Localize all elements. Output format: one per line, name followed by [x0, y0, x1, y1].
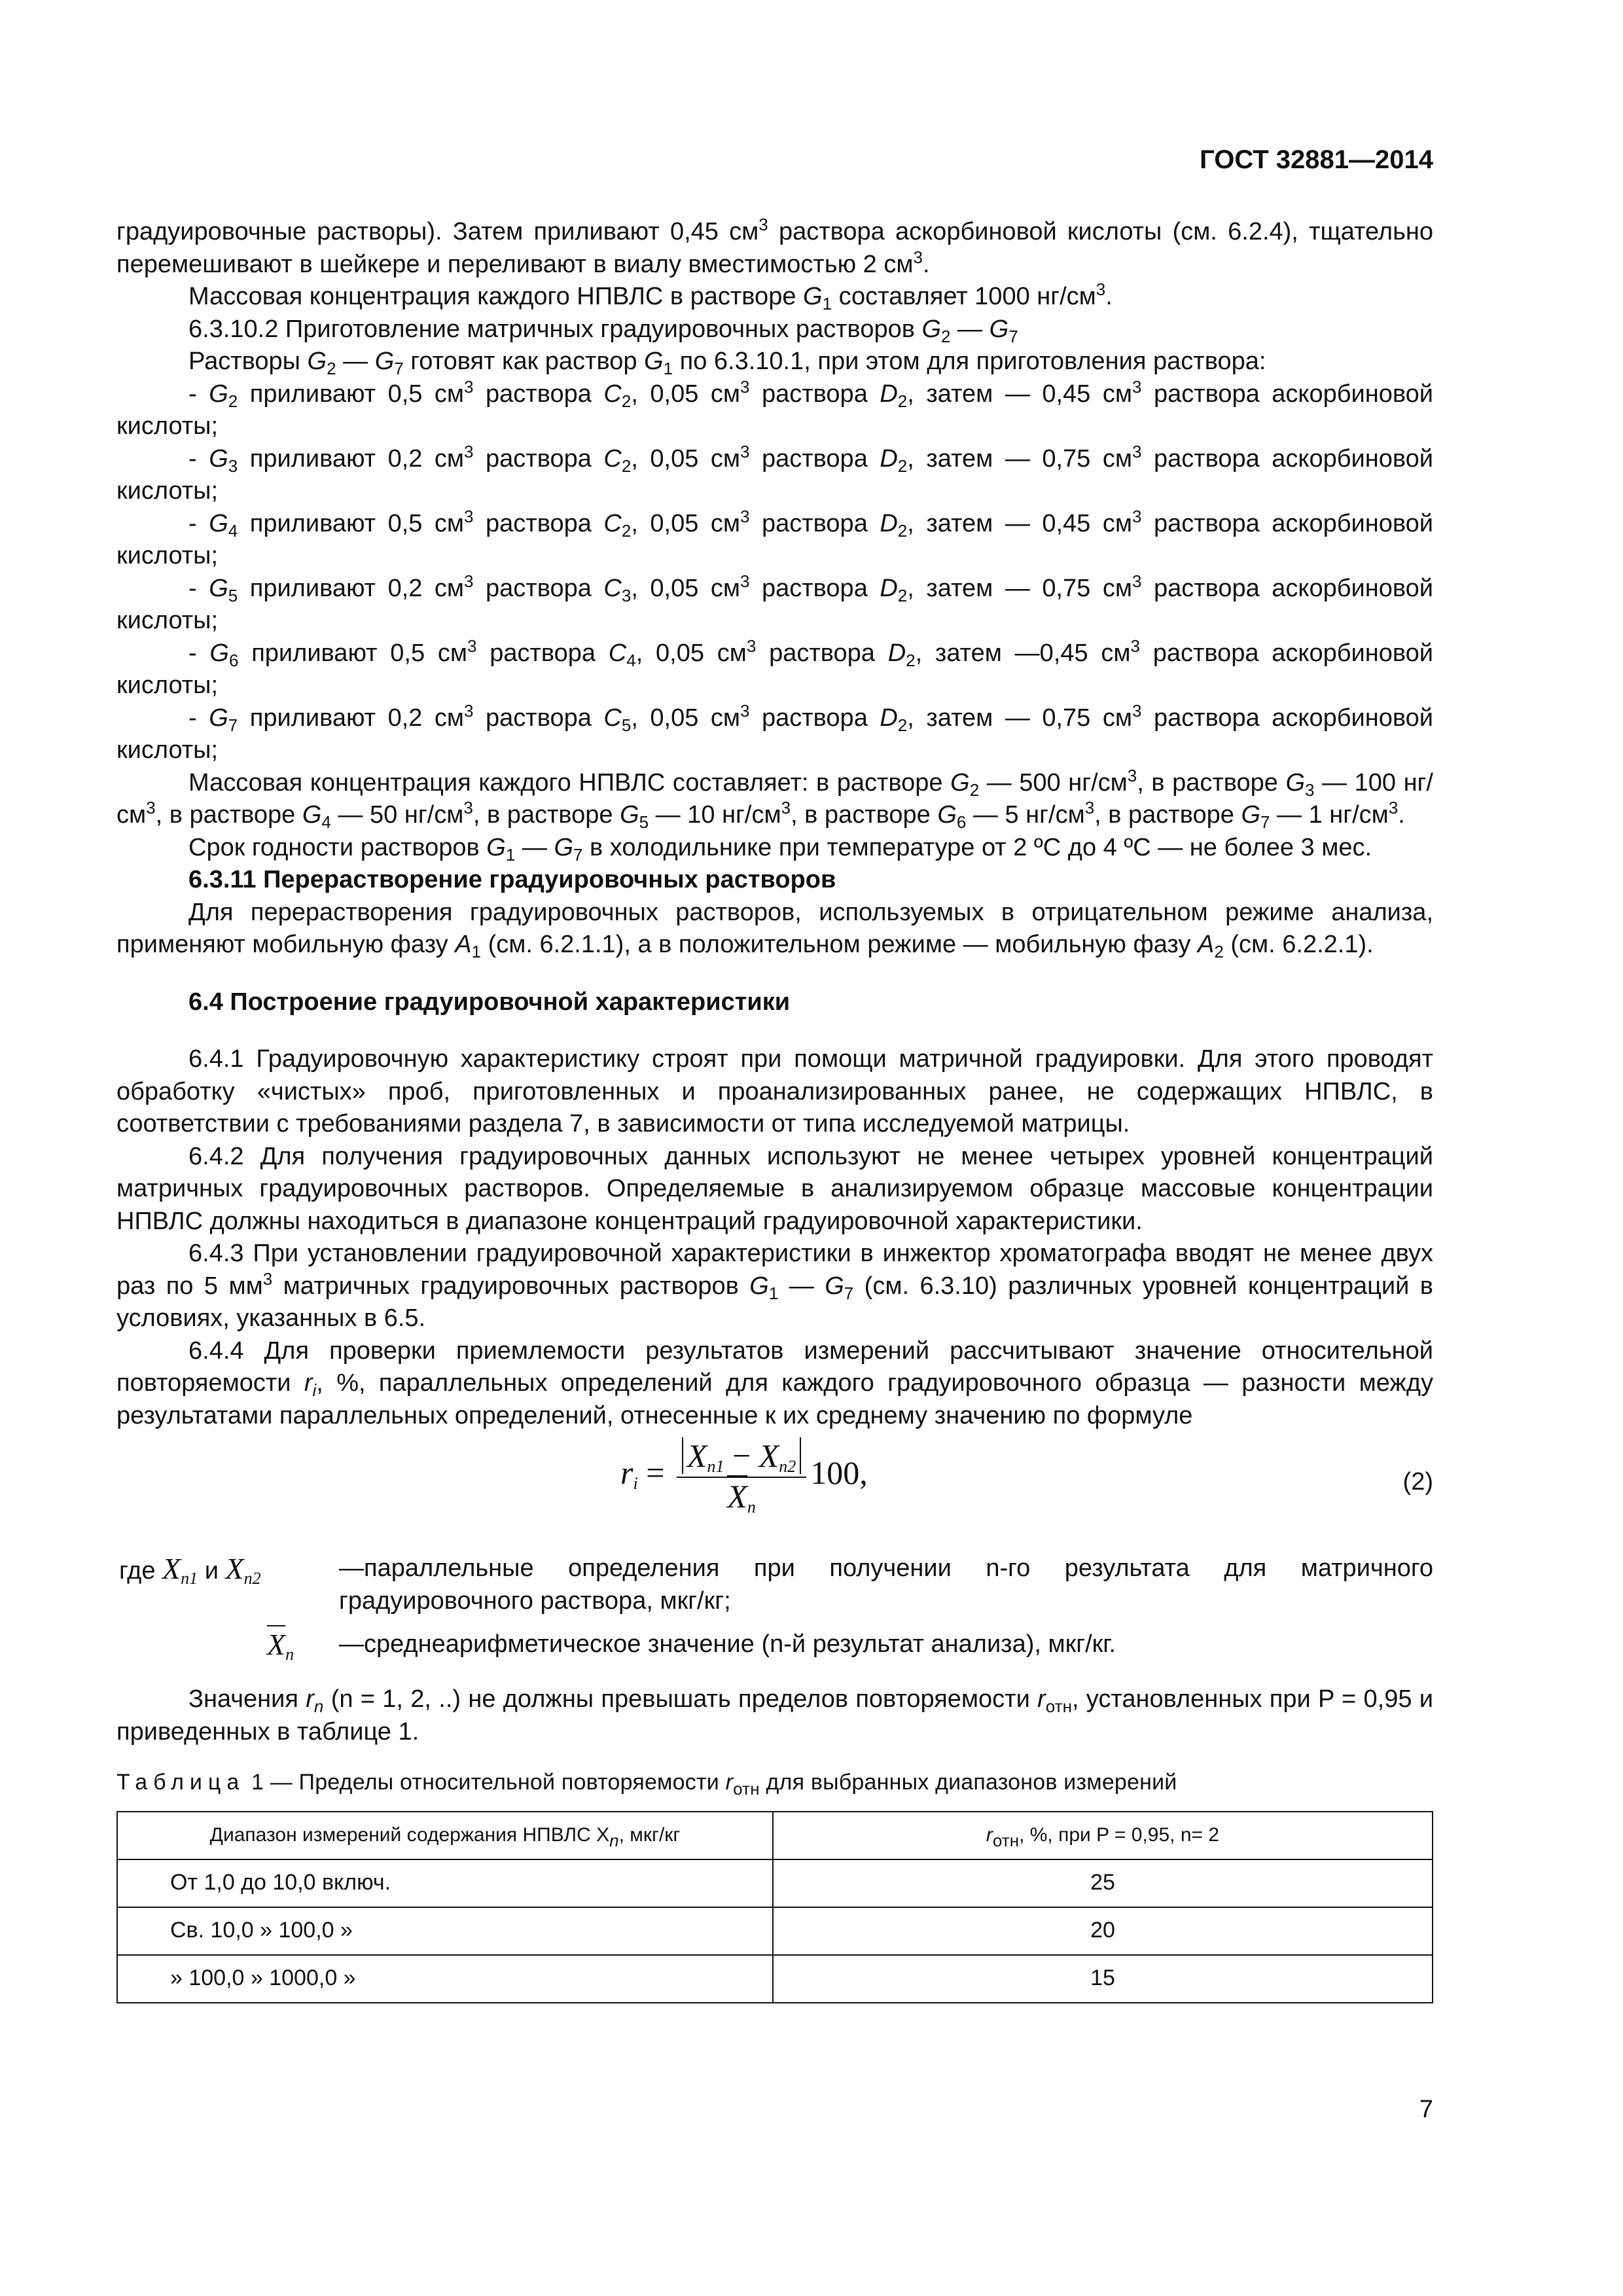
paragraph-63102: 6.3.10.2 Приготовление матричных градуировочных растворов $G_2$ — $G_7$: [188, 315, 1018, 346]
table-cell-range: » 100,0 » 1000,0 »: [117, 1955, 773, 2003]
paragraph-6-4-2: 6.4.2 Для получения градуировочных данных используют не менее четырех уровней концентраций матричных градуировочных растворов. Определяемые в анализируемом образце массовые концентрации НПВЛС должны находиться в диапазоне концентраций градуировочной характеристики.: [116, 1142, 1433, 1235]
table-header-row: [117, 1812, 1433, 1859]
table-cell-range: Св. 10,0 » 100,0 »: [117, 1907, 773, 1955]
paragraph-values-rn: Значения $r_n$ (n = 1, 2, ..) не должны превышать пределов повторяемости $r_{отн}$, установленных при P = 0,95 и приведенных в таблице 1.: [116, 1685, 1433, 1746]
list-item-g6: - $G_6$ приливают 0,5 $см^3$ раствора $C_4$, 0,05 $см^3$ раствора $D_2$, затем —0,45 $см^3$ раствора аскорбиновой кислоты;: [116, 636, 1433, 699]
heading-6-4: 6.4 Построение градуировочной характеристики: [188, 988, 791, 1016]
table-row: [117, 1859, 1433, 1907]
formula-legend: [116, 1552, 1433, 1683]
formula-number: (2): [1402, 1468, 1433, 1496]
repeatability-table: [116, 1811, 1433, 2003]
formula-2: [116, 1435, 1433, 1546]
page-body: [116, 216, 1433, 2003]
table-row: [117, 1907, 1433, 1955]
list-item-g4: - $G_4$ приливают 0,5 $см^3$ раствора $C_2$, 0,05 $см^3$ раствора $D_2$, затем — 0,45 $см^3$ раствора аскорбиновой кислоты;: [116, 506, 1433, 569]
paragraph-solutions-intro: Растворы $G_2$ — $G_7$ готовят как раствор $G_1$ по 6.3.10.1, при этом для приготовления раствора:: [188, 348, 1266, 378]
table-header-range: Диапазон измерений содержания НПВЛС $X_n$, мкг/кг: [117, 1812, 773, 1859]
table-cell-value: 25: [773, 1859, 1433, 1907]
paragraph-g1-concentration: Массовая концентрация каждого НПВЛС в растворе $G_1$ составляет 1000 $нг/см^3$.: [188, 279, 1113, 314]
legend-symbol-2: $X_n$: [267, 1628, 294, 1664]
list-item-g3: - $G_3$ приливают 0,2 $см^3$ раствора $C_2$, 0,05 $см^3$ раствора $D_2$, затем — 0,75 $см^3$ раствора аскорбиновой кислоты;: [116, 441, 1433, 505]
heading-6-3-11: 6.3.11 Перерастворение градуировочных растворов: [188, 866, 836, 893]
legend-desc-1: —параллельные определения при получении n-го результата для матричного градуировочного раствора, мкг/кг;: [339, 1554, 1433, 1615]
list-item-g5: - $G_5$ приливают 0,2 $см^3$ раствора $C_3$, 0,05 $см^3$ раствора $D_2$, затем — 0,75 $см^3$ раствора аскорбиновой кислоты;: [116, 571, 1433, 634]
table-row: [117, 1955, 1433, 2003]
paragraph-6-4-4: 6.4.4 Для проверки приемлемости результатов измерений рассчитывают значение относительной повторяемости $r_i$, %, параллельных определений для каждого градуировочного образца — разности между результатами параллельных определений, отнесенные к их среднему значению по формуле: [116, 1336, 1433, 1429]
formula-fraction: $\frac{X_{n1} - X_{n2}}{X_n}$: [677, 1440, 806, 1513]
paragraph-6-4-3: 6.4.3 При установлении градуировочной характеристики в инжектор хроматографа вводят не менее двух раз по 5 $мм^3$ матричных градуировочных растворов $G_1$ — $G_7$ (см. 6.3.10) различных уровней концентраций в условиях, указанных в 6.5.: [116, 1240, 1433, 1332]
legend-desc-2: —среднеарифметическое значение (n-й результат анализа), мкг/кг.: [339, 1630, 1116, 1658]
paragraph-redissolution: Для перерастворения градуировочных растворов, используемых в отрицательном режиме анализа, применяют мобильную фазу $A_1$ (см. 6.2.1.1), а в положительном режиме — мобильную фазу $A_2$ (см. 6.2.2.1).: [116, 898, 1433, 961]
paragraph-continuation: градуировочные растворы). Затем приливают 0,45 $см^3$ раствора аскорбиновой кислоты (см. 6.2.4), тщательно перемешивают в шейкере и переливают в виалу вместимостью 2 $см^3$.: [116, 215, 1433, 278]
page-number: 7: [1419, 2096, 1433, 2123]
paragraph-concentrations: Массовая концентрация каждого НПВЛС составляет: в растворе $G_2$ — 500 $нг/см^3$, в растворе $G_3$ — 100 $нг/см^3$, в растворе $G_4$ — 50 $нг/см^3$, в растворе $G_5$ — 10 $нг/см^3$, в растворе $G_6$ — 5 $нг/см^3$, в растворе $G_7$ — 1 $нг/см^3$.: [116, 765, 1433, 832]
paragraph-6-4-1: 6.4.1 Градуировочную характеристику строят при помощи матричной градуировки. Для этого проводят обработку «чистых» проб, приготовленных и проанализированных ранее, не содержащих НПВЛС, в соответствии с требованиями раздела 7, в зависимости от типа исследуемой матрицы.: [116, 1045, 1433, 1138]
table-caption: Таблица 1 — Пределы относительной повторяемости $r_{отн}$ для выбранных диапазонов измерений: [116, 1770, 1177, 1799]
table-cell-value: 15: [773, 1955, 1433, 2003]
document-code: ГОСТ 32881—2014: [1200, 145, 1433, 174]
paragraph-shelf-life: Срок годности растворов $G_1$ — $G_7$ в холодильнике при температуре от 2 ºС до 4 ºС — не более 3 мес.: [188, 833, 1372, 865]
list-item-g2: - $G_2$ приливают 0,5 $см^3$ раствора $C_2$, 0,05 $см^3$ раствора $D_2$, затем — 0,45 $см^3$ раствора аскорбиновой кислоты;: [116, 376, 1433, 440]
formula-body: $r_i$ = $\frac{X_{n1} - X_{n2}}{X_n}$ 100,: [620, 1437, 868, 1516]
legend-symbols-1: где $X_{n1}$ и $X_{n2}$: [119, 1552, 261, 1588]
table-header-limit: $r_{отн}$, %, при P = 0,95, n= 2: [773, 1812, 1433, 1859]
list-item-g7: - $G_7$ приливают 0,2 $см^3$ раствора $C_5$, 0,05 $см^3$ раствора $D_2$, затем — 0,75 $см^3$ раствора аскорбиновой кислоты;: [116, 700, 1433, 764]
table-cell-range: От 1,0 до 10,0 включ.: [117, 1859, 773, 1907]
table-cell-value: 20: [773, 1907, 1433, 1955]
